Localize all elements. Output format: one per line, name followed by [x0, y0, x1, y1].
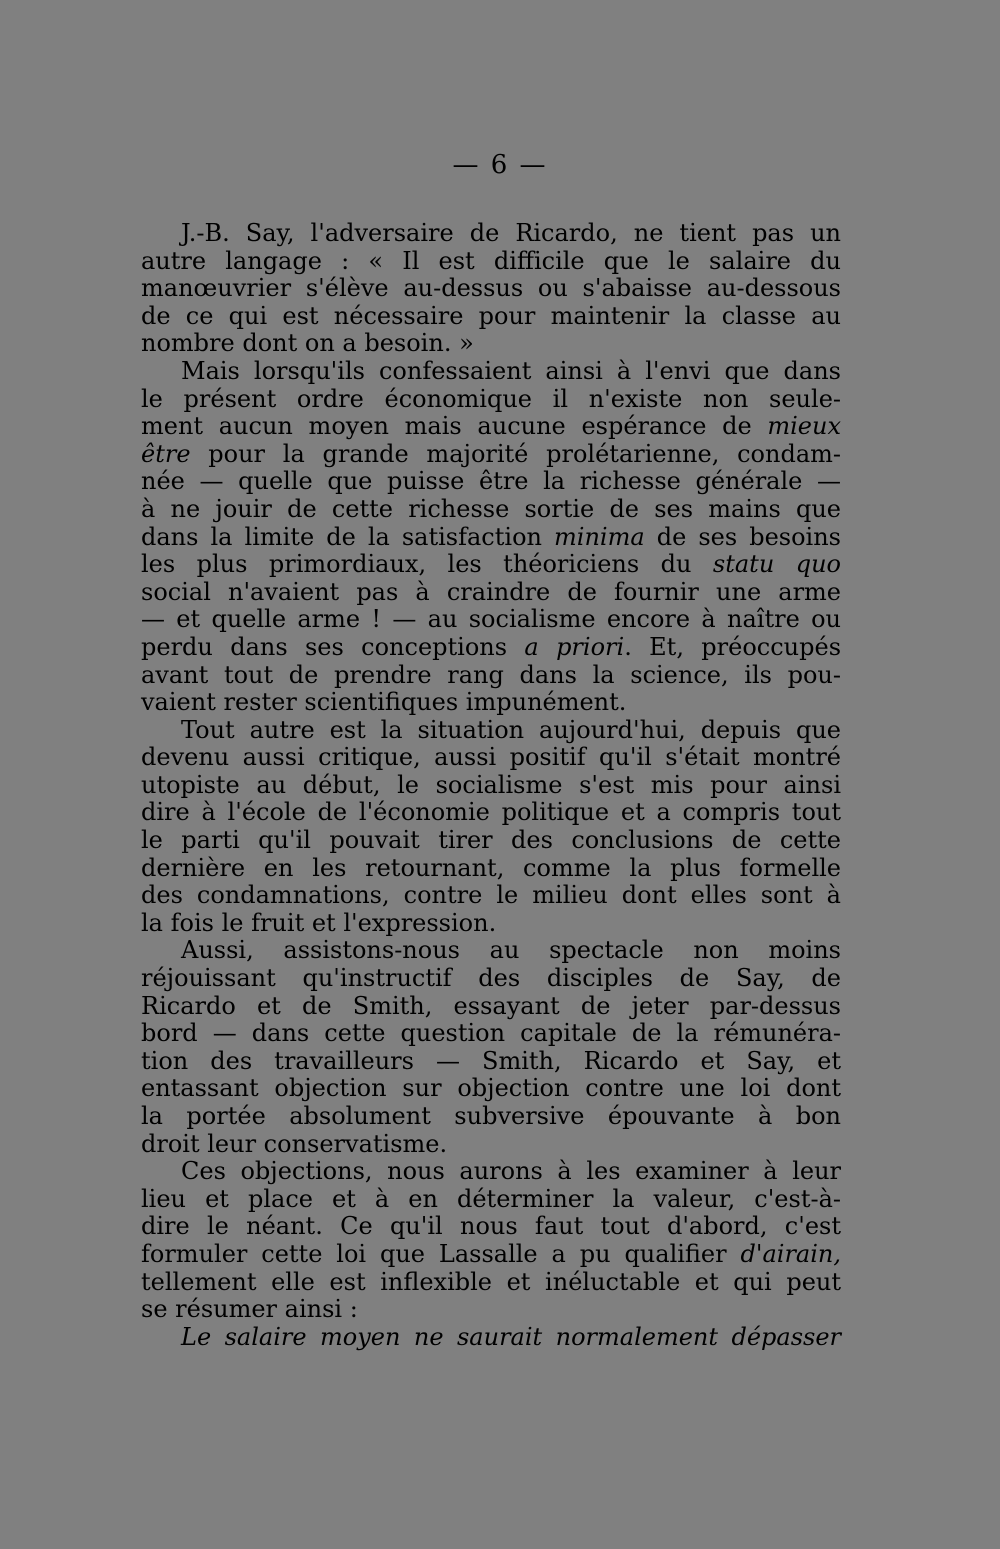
text-line: Mais lorsqu'ils confessaient ainsi à l'envi que dans: [181, 356, 841, 385]
text-run: les plus primordiaux, les théoriciens du: [141, 550, 713, 579]
text-line: la fois le fruit et l'expression.: [141, 908, 497, 937]
body-text: [141, 220, 841, 1351]
text-line: née — quelle que puisse être la richesse générale —: [141, 467, 841, 496]
text-line: lieu et place et à en déterminer la valeur, c'est-à-: [141, 1184, 841, 1213]
text-line: dernière en les retournant, comme la plus formelle: [141, 853, 841, 882]
text-line: Tout autre est la situation aujourd'hui, depuis que: [181, 715, 841, 744]
text-line: devenu aussi critique, aussi positif qu'il s'était montré: [141, 743, 841, 772]
text-line: Ces objections, nous aurons à les examiner à leur: [181, 1157, 841, 1186]
text-line: Ricardo et de Smith, essayant de jeter par-dessus: [141, 991, 841, 1020]
text-run: . Et, préoccupés: [624, 632, 842, 661]
text-line: réjouissant qu'instructif des disciples de Say, de: [141, 964, 841, 993]
text-line: — et quelle arme ! — au socialisme encore à naître ou: [141, 605, 841, 634]
text-line: [141, 441, 841, 469]
text-line: à ne jouir de cette richesse sortie de ses mains que: [141, 494, 841, 523]
text-line: utopiste au début, le socialisme s'est mis pour ainsi: [141, 770, 841, 799]
text-line: manœuvrier s'élève au-dessus ou s'abaisse au-dessous: [141, 274, 841, 303]
text-run: perdu dans ses conceptions: [141, 632, 525, 661]
text-run: pour la grande majorité prolétarienne, condam-: [190, 439, 841, 468]
text-line: de ce qui est nécessaire pour maintenir la classe au: [141, 301, 841, 330]
text-line: des condamnations, contre le milieu dont elles sont à: [141, 881, 841, 910]
text-line: [141, 634, 841, 662]
text-line: dire à l'école de l'économie politique et a compris tout: [141, 798, 841, 827]
text-line: [141, 524, 841, 552]
text-line: J.-B. Say, l'adversaire de Ricardo, ne tient pas un: [181, 219, 841, 247]
italic-text: Le salaire moyen ne saurait normalement dépasser: [181, 1322, 841, 1351]
text-line: bord — dans cette question capitale de la rémunéra-: [141, 1019, 841, 1048]
text-run: formuler cette loi que Lassalle a pu qualifier: [141, 1239, 741, 1268]
text-line: [141, 1241, 841, 1269]
text-run: ment aucun moyen mais aucune espérance de: [141, 412, 768, 441]
italic-text: mieux: [767, 412, 841, 441]
text-line: autre langage : « Il est difficile que le salaire du: [141, 246, 841, 275]
text-run: de ses besoins: [644, 522, 841, 551]
text-line: avant tout de prendre rang dans la science, ils pou-: [141, 660, 841, 689]
italic-text: être: [141, 439, 191, 468]
italic-text: statu quo: [712, 550, 841, 579]
text-line: nombre dont on a besoin. »: [141, 329, 474, 358]
text-line: vaient rester scientifiques impunément.: [141, 688, 627, 717]
text-line: entassant objection sur objection contre une loi dont: [141, 1074, 841, 1103]
italic-text: a priori: [524, 632, 625, 661]
text-line: tellement elle est inflexible et inéluctable et qui peut: [141, 1267, 841, 1296]
text-line: le parti qu'il pouvait tirer des conclusions de cette: [141, 826, 841, 855]
text-line: dire le néant. Ce qu'il nous faut tout d'abord, c'est: [141, 1212, 841, 1241]
italic-text: minima: [554, 522, 645, 551]
text-line: la portée absolument subversive épouvante à bon: [141, 1102, 841, 1130]
italic-text: d'airain,: [740, 1239, 841, 1268]
text-line: le présent ordre économique il n'existe non seule-: [141, 384, 841, 413]
text-line: droit leur conservatisme.: [141, 1129, 448, 1158]
page-number: — 6 —: [452, 150, 548, 180]
text-line: [141, 413, 841, 441]
text-line: se résumer ainsi :: [141, 1295, 358, 1324]
text-line: tion des travailleurs — Smith, Ricardo et Say, et: [141, 1046, 841, 1075]
text-run: dans la limite de la satisfaction: [141, 522, 555, 551]
text-line: Aussi, assistons-nous au spectacle non moins: [181, 936, 841, 965]
text-line: [141, 551, 841, 579]
text-line: [141, 1324, 841, 1352]
text-line: social n'avaient pas à craindre de fournir une arme: [141, 577, 841, 606]
